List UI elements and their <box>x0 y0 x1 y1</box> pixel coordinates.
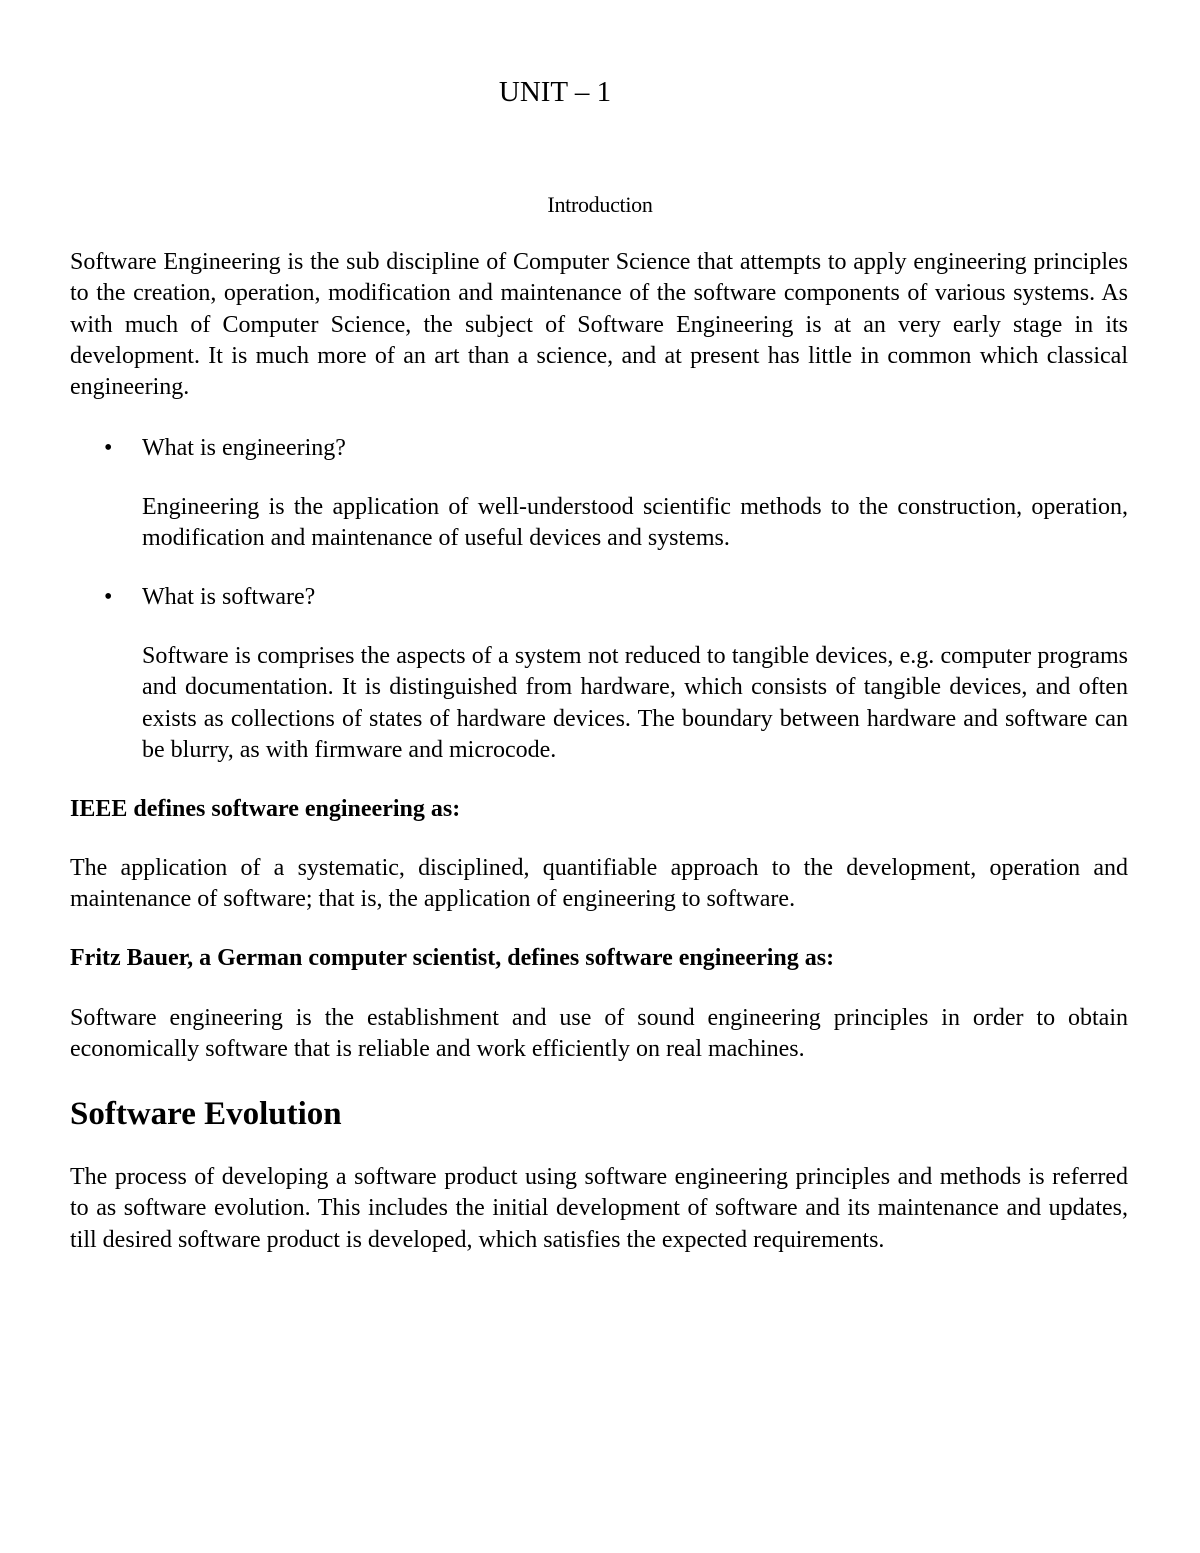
ieee-heading: IEEE defines software engineering as: <box>70 796 461 822</box>
bullet-question: What is engineering? <box>142 435 346 461</box>
intro-paragraph: Software Engineering is the sub discipline of Computer Science that attempts to apply engineering principles to the creation, operation, modification and maintenance of the software components of various systems. As with much of Computer Science, the subject of Software Engineering is at an very early stage in its development. It is much more of an art than a science, and at present has little in common which classical engineering. <box>70 249 1128 401</box>
software-evolution-heading: Software Evolution <box>70 1096 342 1132</box>
bauer-definition: Software engineering is the establishment and use of sound engineering principles in order to obtain economically software that is reliable and work efficiently on real machines. <box>70 1005 1128 1063</box>
engineering-answer: Engineering is the application of well-understood scientific methods to the construction, operation, modification and maintenance of useful devices and systems. <box>142 494 1128 552</box>
bullet-marker: • <box>104 584 113 610</box>
evolution-paragraph: The process of developing a software product using software engineering principles and methods is referred to as software evolution. This includes the initial development of software and its maintenance and updates, till desired software product is developed, which satisfies the expected requirements. <box>70 1164 1128 1253</box>
bullet-question: What is software? <box>142 584 316 610</box>
introduction-heading: Introduction <box>547 192 653 217</box>
ieee-definition: The application of a systematic, disciplined, quantifiable approach to the development, operation and maintenance of software; that is, the application of engineering to software. <box>70 855 1128 913</box>
software-answer: Software is comprises the aspects of a system not reduced to tangible devices, e.g. computer programs and documentation. It is distinguished from hardware, which consists of tangible devices, and often exists as collections of states of hardware devices. The boundary between hardware and software can be blurry, as with firmware and microcode. <box>142 643 1128 763</box>
bullet-marker: • <box>104 435 113 461</box>
unit-title: UNIT – 1 <box>498 76 612 108</box>
bauer-heading: Fritz Bauer, a German computer scientist, defines software engineering as: <box>70 945 835 971</box>
